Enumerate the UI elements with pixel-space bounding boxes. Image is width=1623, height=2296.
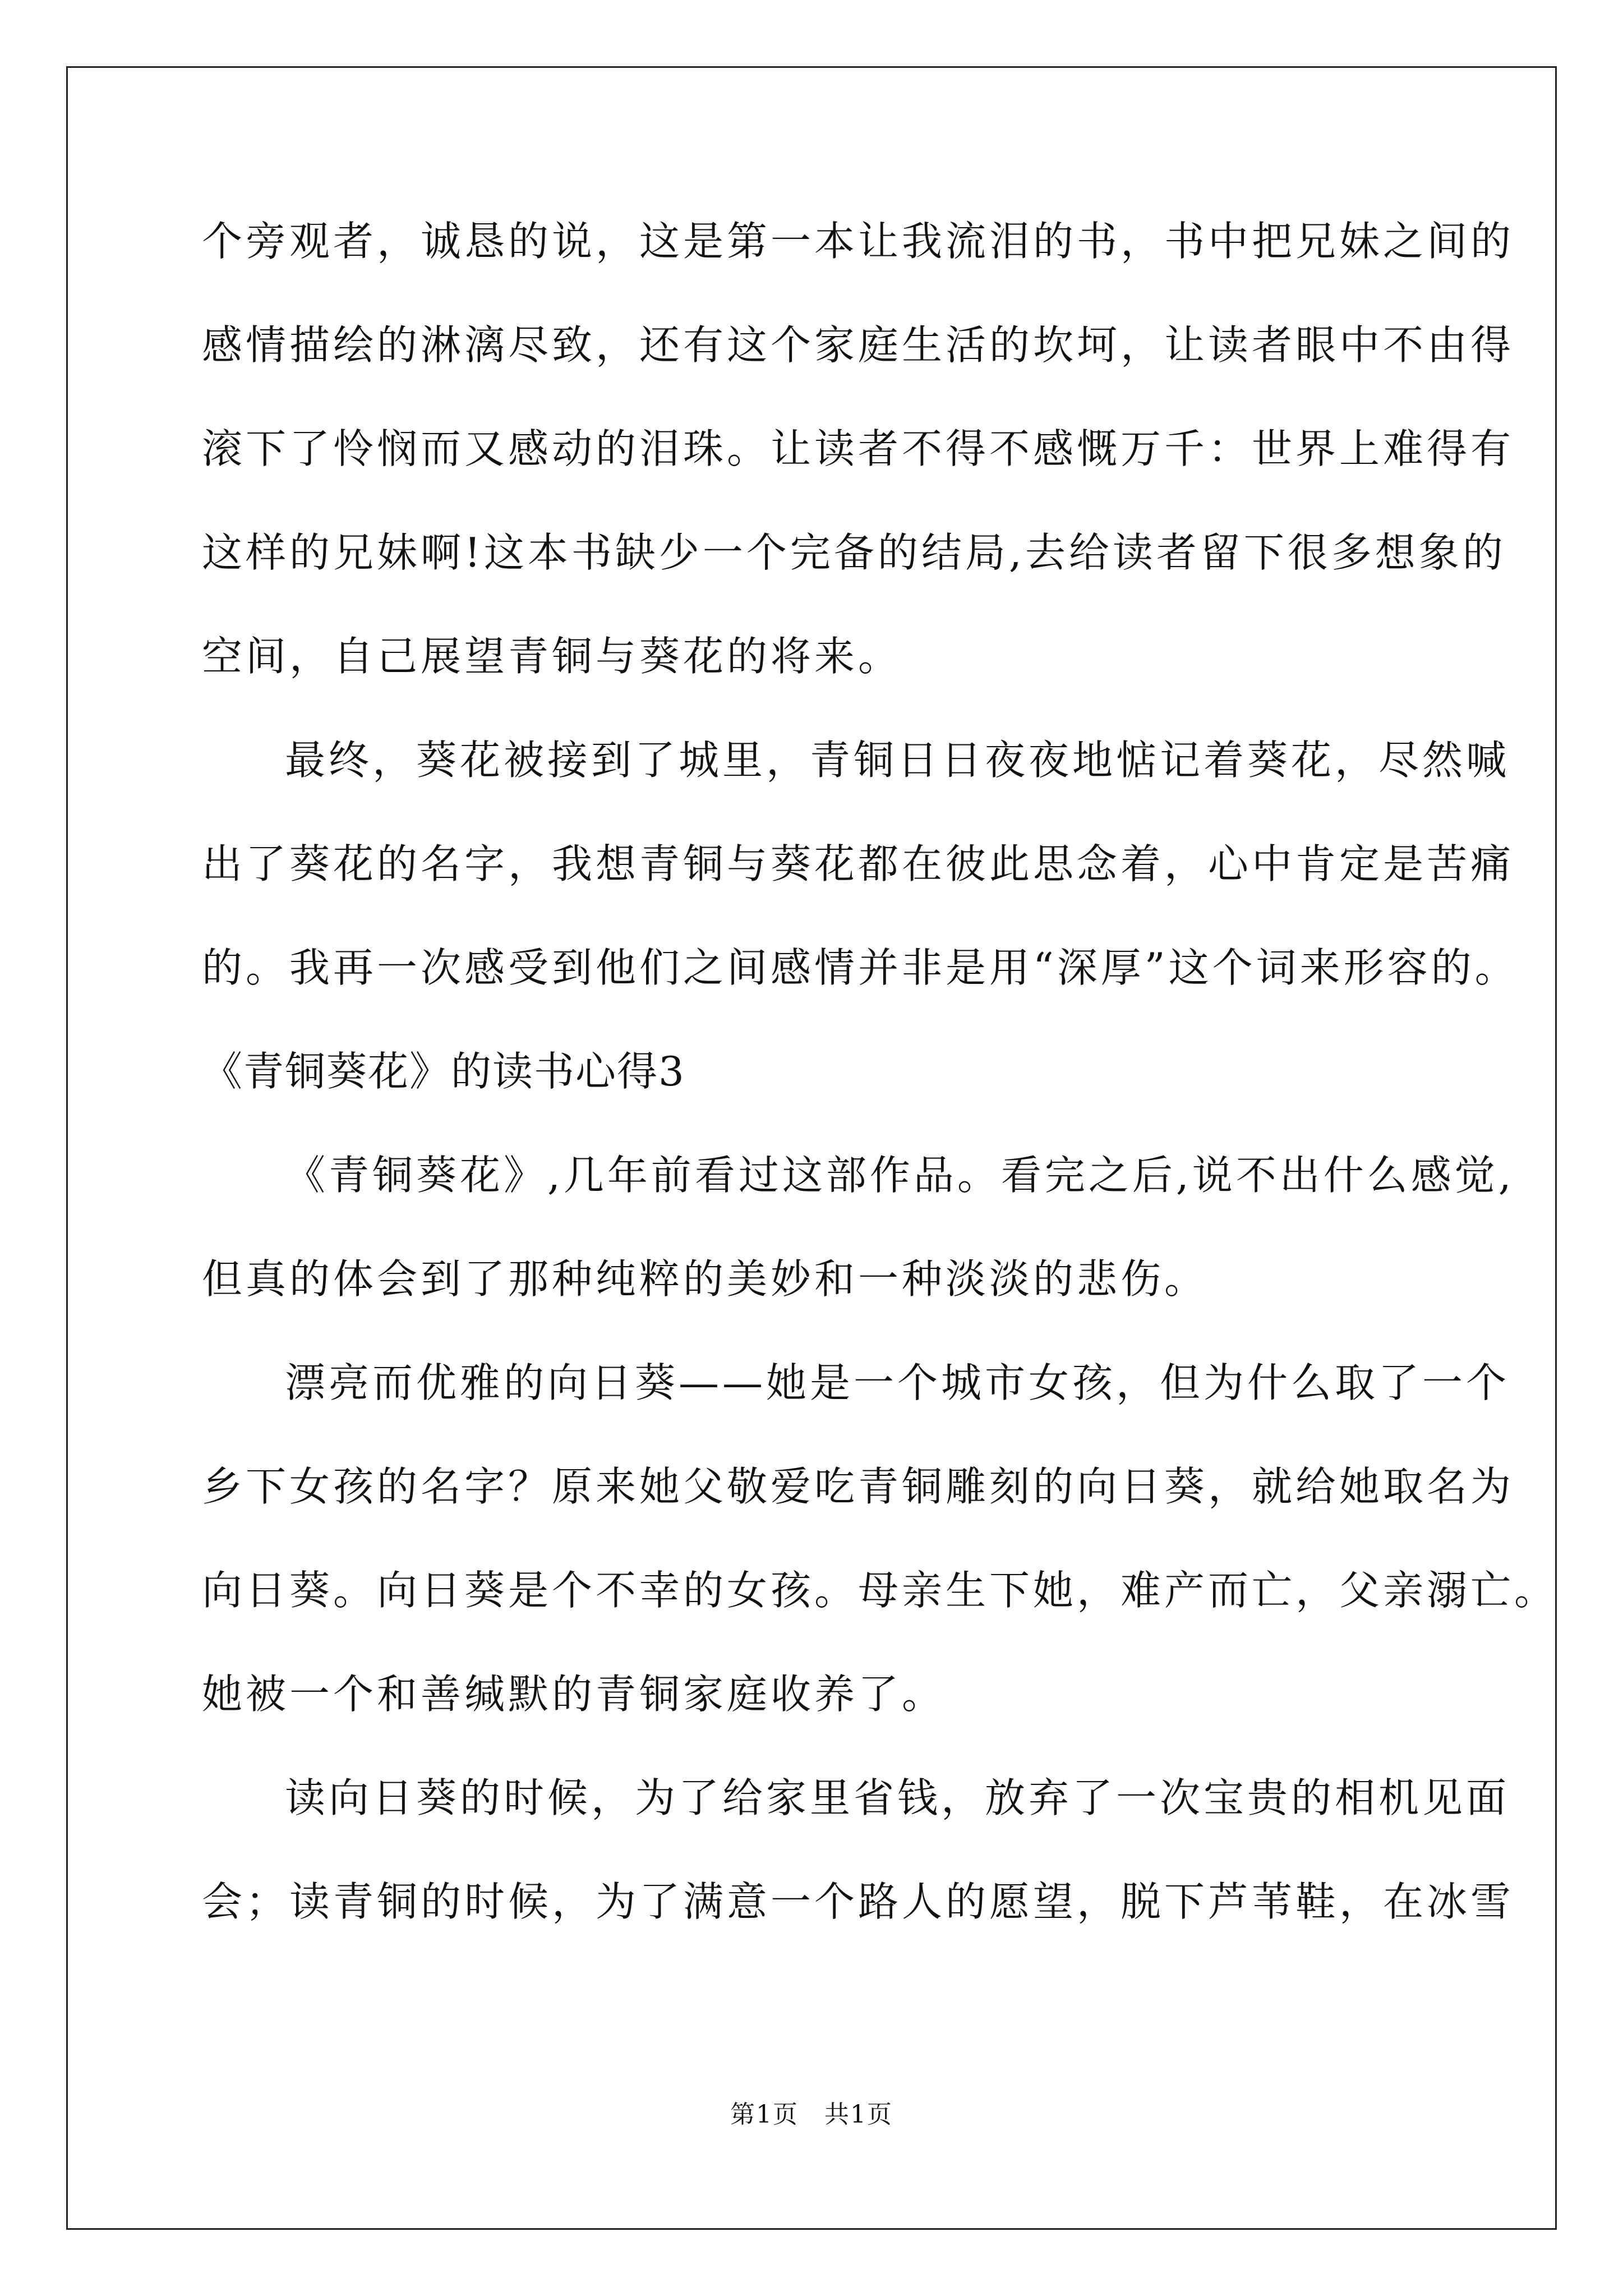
text-line: 空间，自己展望青铜与葵花的将来。 (202, 633, 902, 680)
paragraph-start-line: 《青铜葵花》,几年前看过这部作品。看完之后,说不出什么感觉, (285, 1152, 1515, 1199)
text-line: 会；读青铜的时候，为了满意一个路人的愿望，脱下芦苇鞋，在冰雪 (202, 1878, 1515, 1925)
text-line: 向日葵。向日葵是个不幸的女孩。母亲生下她，难产而亡，父亲溺亡。 (202, 1567, 1559, 1614)
text-line: 的。我再一次感受到他们之间感情并非是用“深厚”这个词来形容的。 (202, 944, 1519, 991)
text-line: 滚下了怜悯而又感动的泪珠。让读者不得不感慨万千：世界上难得有 (202, 425, 1515, 472)
text-line: 她被一个和善缄默的青铜家庭收养了。 (202, 1671, 946, 1718)
paragraph-start-line: 漂亮而优雅的向日葵——她是一个城市女孩，但为什么取了一个 (285, 1359, 1510, 1406)
section-heading: 《青铜葵花》的读书心得3 (202, 1048, 685, 1095)
text-line: 出了葵花的名字，我想青铜与葵花都在彼此思念着，心中肯定是苦痛 (202, 840, 1515, 887)
text-line: 这样的兄妹啊!这本书缺少一个完备的结局,去给读者留下很多想象的 (202, 529, 1506, 576)
paragraph-start-line: 最终，葵花被接到了城里，青铜日日夜夜地惦记着葵花，尽然喊 (285, 737, 1510, 784)
text-line: 感情描绘的淋漓尽致，还有这个家庭生活的坎坷，让读者眼中不由得 (202, 321, 1515, 369)
page-number-footer: 第1页 共1页 (730, 2100, 893, 2129)
paragraph-start-line: 读向日葵的时候，为了给家里省钱，放弃了一次宝贵的相机见面 (285, 1774, 1510, 1821)
text-line: 乡下女孩的名字？原来她父敬爱吃青铜雕刻的向日葵，就给她取名为 (202, 1463, 1515, 1510)
text-line: 个旁观者，诚恳的说，这是第一本让我流泪的书，书中把兄妹之间的 (202, 218, 1515, 265)
text-line: 但真的体会到了那种纯粹的美妙和一种淡淡的悲伤。 (202, 1255, 1209, 1303)
